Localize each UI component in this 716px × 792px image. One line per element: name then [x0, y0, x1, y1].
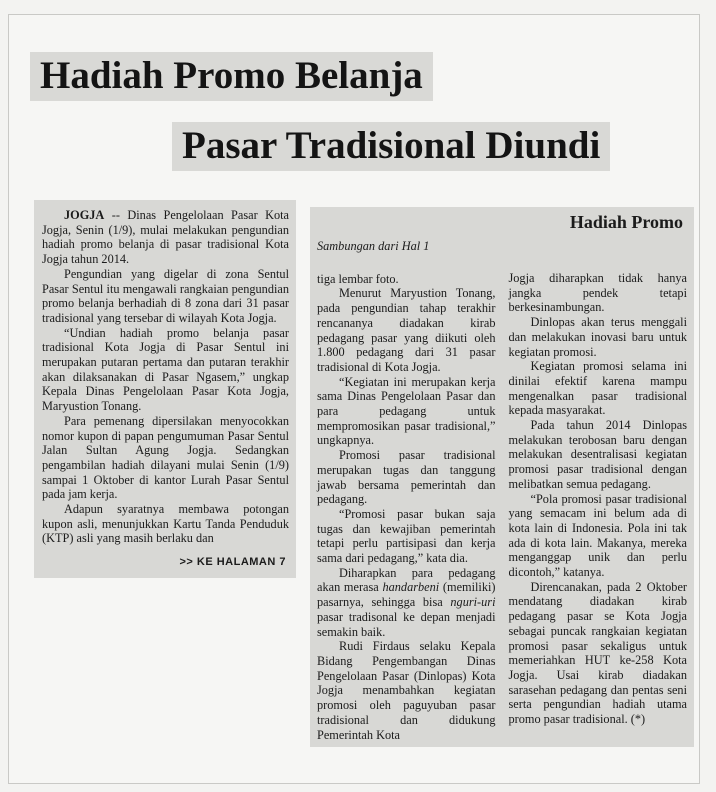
article-part-1 — [34, 200, 296, 578]
paragraph: Pada tahun 2014 Dinlopas melakukan terobosan baru dengan melakukan desentralisasi kegiatan promosi pasar tradisional dengan melibatkan semua pedagang. — [508, 418, 687, 491]
continued-marker: >> KE HALAMAN 7 — [179, 556, 286, 569]
paragraph: “Pola promosi pasar tradisional yang semacam ini belum ada di kota lain di Indonesia. Pola ini tak ada di kota lain. Makanya, mereka menganggap unik dan perlu dicontoh,” katanya. — [508, 491, 687, 580]
headline-line-1: Hadiah Promo Belanja — [30, 52, 433, 101]
paragraph: Pengundian yang digelar di zona Sentul Pasar Sentul itu mengawali rangkaian pengundian promo belanja berhadiah di 8 zona dari 31 pasar tradisional yang tersebar di wilayah Kota Jogja. — [42, 266, 289, 325]
headline-line-2: Pasar Tradisional Diundi — [172, 122, 610, 171]
paragraph: JOGJA -- Dinas Pengelolaan Pasar Kota Jogja, Senin (1/9), mulai melakukan pengundian hadiah promo belanja di pasar tradisional Kota Jogja tahun 2014. — [42, 208, 289, 267]
paragraph: Promosi pasar tradisional merupakan tugas dan tanggung jawab bersama pemerintah dan pedagang. — [317, 448, 496, 507]
paragraph: Para pemenang dipersilakan menyocokkan nomor kupon di papan pengumuman Pasar Sentul Jalan Sultan Agung Jogja. Sedangkan pengambilan hadiah dilayani mulai Senin (1/9) sampai 1 Oktober di kantor Lurah Pasar Sentul pada jam kerja. — [42, 413, 289, 502]
paragraph: “Kegiatan ini merupakan kerja sama Dinas Pengelolaan Pasar dan para pedagang untuk mempromosikan pasar tradisional,” ungkapnya. — [317, 374, 496, 448]
paragraph: Diharapkan para pedagang akan merasa handarbeni (memiliki) pasarnya, sehingga bisa nguri-uri pasar tradisonal ke depan menjadi semakin baik. — [317, 565, 496, 639]
dateline: JOGJA — [64, 208, 105, 222]
article-part-2 — [310, 207, 694, 747]
text-columns — [317, 239, 687, 742]
column-left — [317, 239, 496, 742]
section-title: Hadiah Promo — [569, 212, 683, 232]
paragraph: tiga lembar foto. — [317, 271, 399, 286]
paragraph: Dinlopas akan terus menggali dan melakukan inovasi baru untuk kegiatan promosi. — [508, 315, 687, 359]
column-right — [509, 239, 688, 742]
paragraph: Rudi Firdaus selaku Kepala Bidang Pengembangan Dinas Pengelolaan Pasar (Dinlopas) Kota Jogja menambahkan kegiatan promosi oleh paguyuban pasar tradisional dan didukung Pemerintah Kota — [317, 639, 496, 742]
paragraph: “Undian hadiah promo belanja pasar tradisional Kota Jogja di Pasar Sentul ini merupakan putaran pertama dan putaran terakhir akan dilaksanakan di Pasar Ngasem,” ungkap Kepala Dinas Pengelolaan Pasar Kota Jogja, Maryustion Tonang. — [42, 325, 289, 414]
paragraph: Adapun syaratnya membawa potongan kupon asli, menunjukkan Kartu Tanda Penduduk (KTP) asli yang masih berlaku dan — [42, 502, 289, 546]
paragraph: Direncanakan, pada 2 Oktober mendatang diadakan kirab pedagang pasar se Kota Jogja sebagai puncak rangkaian kegiatan promosi pasar sekaligus untuk memeriahkan HUT ke-258 Kota Jogja. Usai kirab diadakan sarasehan pedagang dan pentas seni serta pengundian hadiah utama promo pasar tradisional. (*) — [508, 579, 687, 727]
continued-from-label: Sambungan dari Hal 1 — [317, 239, 430, 253]
paragraph: Jogja diharapkan tidak hanya jangka pendek tetapi berkesinambungan. — [508, 271, 687, 315]
paragraph: Kegiatan promosi selama ini dinilai efektif karena mampu mengenalkan pasar tradisional kepada masyarakat. — [508, 359, 687, 418]
paragraph: “Promosi pasar bukan saja tugas dan kewajiban pemerintah tetapi perlu partisipasi dan kerja sama dari pedagang,” kata dia. — [317, 506, 496, 566]
paragraph: Menurut Maryustion Tonang, pada pengundian tahap terakhir rencananya diadakan kirab pedagang pasar yang diikuti oleh 1.800 pedagang dari 31 pasar tradisional di Kota Jogja. — [317, 286, 496, 374]
